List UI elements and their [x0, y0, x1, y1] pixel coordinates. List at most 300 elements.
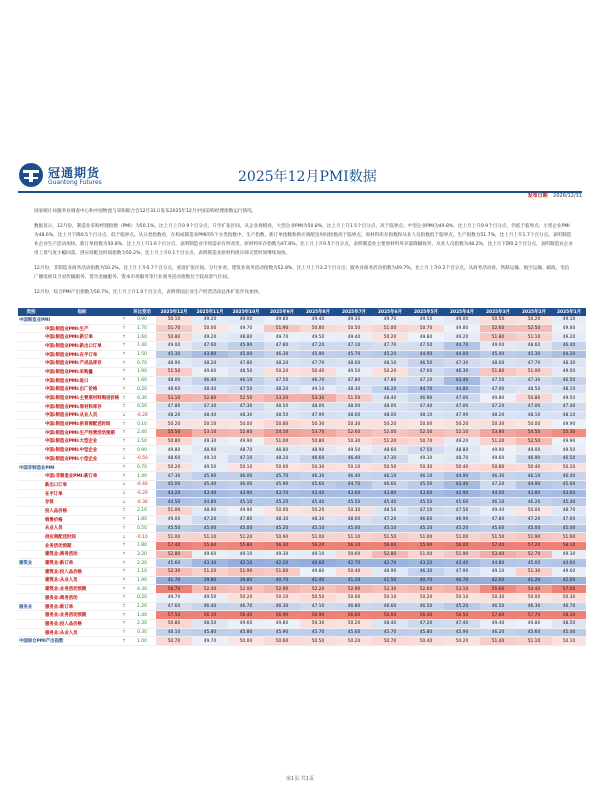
value-cell: 46.30 — [300, 472, 336, 481]
value-cell: 46.60 — [408, 515, 444, 524]
value-cell: 40.60 — [300, 559, 336, 568]
value-cell: 44.90 — [516, 481, 552, 490]
change-cell: 0.10 — [128, 420, 156, 429]
indicator-cell: 业务活动预期 — [44, 541, 120, 550]
value-cell: 51.10 — [192, 533, 228, 542]
value-cell: 45.50 — [336, 498, 372, 507]
value-cell: 44.50 — [156, 498, 192, 507]
direction-icon: ↑ — [120, 541, 128, 550]
header-divider — [18, 191, 582, 193]
value-cell: 49.50 — [552, 446, 586, 455]
indicator-cell: 中国:制造业PMI:出厂价格 — [44, 385, 120, 394]
value-cell: 49.10 — [192, 455, 228, 464]
indicator-cell: 服务业:从业人员 — [44, 628, 120, 637]
indicator-cell: 中国:制造业PMI:原材料库存 — [44, 402, 120, 411]
value-cell: 45.60 — [156, 559, 192, 568]
direction-icon: ↓ — [120, 481, 128, 490]
indicator-cell: 中国:制造业PMI:在手订单 — [44, 350, 120, 359]
table-row — [18, 611, 586, 620]
value-cell: 46.10 — [228, 376, 264, 385]
category-cell — [18, 628, 44, 637]
change-cell: 1.80 — [128, 515, 156, 524]
value-cell: 55.30 — [552, 428, 586, 437]
value-cell: 51.10 — [336, 533, 372, 542]
value-cell: 49.40 — [480, 507, 516, 516]
value-cell: 49.50 — [408, 316, 444, 324]
value-cell: 50.00 — [336, 594, 372, 603]
value-cell: 43.40 — [300, 489, 336, 498]
indicator-cell: 中国:非制造业PMI:新订单 — [44, 472, 120, 481]
value-cell: 43.20 — [156, 489, 192, 498]
value-cell: 49.20 — [192, 316, 228, 324]
value-cell: 46.40 — [552, 342, 586, 351]
value-cell: 56.10 — [336, 541, 372, 550]
value-cell: 50.30 — [300, 620, 336, 629]
value-cell: 49.80 — [264, 620, 300, 629]
value-cell: 50.70 — [408, 437, 444, 446]
value-cell: 45.10 — [228, 498, 264, 507]
value-cell: 49.10 — [300, 385, 336, 394]
value-cell: 46.30 — [264, 350, 300, 359]
direction-icon: ↑ — [120, 594, 128, 603]
change-cell: 1.20 — [128, 602, 156, 611]
indicator-cell: 中国:制造业PMI:新出口订单 — [44, 342, 120, 351]
indicator-cell: 销售价格 — [44, 515, 120, 524]
value-cell: 58.10 — [552, 541, 586, 550]
change-cell: 0.90 — [128, 446, 156, 455]
table-row — [18, 550, 586, 559]
value-cell: 42.20 — [264, 559, 300, 568]
direction-icon: ↑ — [120, 385, 128, 394]
direction-icon: ↑ — [120, 620, 128, 629]
value-cell: 50.40 — [516, 463, 552, 472]
change-cell: -0.30 — [128, 498, 156, 507]
value-cell: 47.60 — [552, 515, 586, 524]
value-cell: 49.40 — [300, 316, 336, 324]
value-cell: 49.00 — [156, 342, 192, 351]
table-row — [18, 368, 586, 377]
indicator-cell: 中国:制造业PMI:采购量 — [44, 368, 120, 377]
value-cell: 56.90 — [264, 611, 300, 620]
value-cell: 46.30 — [480, 472, 516, 481]
value-cell: 46.50 — [408, 359, 444, 368]
value-cell: 47.80 — [480, 515, 516, 524]
value-cell: 43.80 — [372, 489, 408, 498]
value-cell: 45.00 — [336, 524, 372, 533]
table-row — [18, 489, 586, 498]
value-cell: 50.50 — [300, 637, 336, 646]
value-cell: 53.70 — [300, 428, 336, 437]
value-cell: 43.40 — [192, 489, 228, 498]
value-cell: 47.70 — [516, 359, 552, 368]
change-cell: 0.30 — [128, 394, 156, 403]
value-cell: 49.20 — [192, 333, 228, 342]
intro-paragraph: 数据显示，12月份，制造业采购经理指数（PMI）为50.1%，比上月上升0.9个百分点，升至扩张区间。从企业规模看，大型企业PMI为50.8%，比上月上升1.5个百分点，高于临界点；中型企业PMI为49.8%，比上月上升0.9个百分点，仍低于临界点；小型企业PMI为48.6%，比上月下降0.5个百分点，低于临界点。从分类指数看，在构成制造业PMI的5个分类指数中，生产指数、新订单指数和供应商配送时间指数高于临界点，原材料库存指数和从业人员指数低于临界点。生产指数为51.7%，比上月上升1.7个百分点，表明制造业企业生产活动加快。新订单指数为50.8%，比上月上升1.6个百分点，表明制造业市场需求有所改善。原材料库存指数为47.8%，比上月上升0.5个百分点，表明制造业主要原材料库存量降幅收窄。从业人员指数为48.2%，比上月下降0.2个百分点，表明制造业企业用工景气度小幅回落。供应商配送时间指数为50.2%，比上月上升0.1个百分点，表明制造业原材料供应商交货时间继续加快。 — [34, 224, 573, 256]
value-cell: 48.40 — [372, 394, 408, 403]
value-cell: 50.30 — [300, 463, 336, 472]
value-cell: 50.30 — [480, 594, 516, 603]
value-cell: 49.60 — [228, 620, 264, 629]
value-cell: 48.10 — [552, 411, 586, 420]
value-cell: 51.50 — [372, 533, 408, 542]
table-row — [18, 541, 586, 550]
indicator-cell — [44, 463, 120, 472]
value-cell: 48.50 — [552, 620, 586, 629]
value-cell: 49.30 — [408, 455, 444, 464]
value-cell: 47.20 — [480, 481, 516, 490]
value-cell: 43.60 — [408, 489, 444, 498]
category-cell: 中国制造业PMI — [19, 317, 51, 323]
direction-icon: ↑ — [120, 515, 128, 524]
value-cell: 48.60 — [156, 455, 192, 464]
table-row — [18, 376, 586, 385]
change-cell: 0.70 — [128, 463, 156, 472]
value-cell: 47.00 — [444, 394, 480, 403]
value-cell: 49.30 — [552, 550, 586, 559]
category-cell — [18, 402, 44, 411]
value-cell: 52.60 — [480, 324, 516, 333]
direction-icon: ↑ — [120, 463, 128, 472]
table-row — [18, 585, 586, 594]
indicator-cell: 建筑业:业务活动预期 — [44, 585, 120, 594]
value-cell: 56.40 — [228, 611, 264, 620]
value-cell: 46.90 — [408, 394, 444, 403]
value-cell: 49.80 — [480, 394, 516, 403]
value-cell: 46.30 — [516, 602, 552, 611]
value-cell: 46.70 — [300, 376, 336, 385]
value-cell: 45.40 — [552, 628, 586, 637]
value-cell: 52.60 — [336, 428, 372, 437]
category-cell — [18, 507, 44, 516]
category-cell — [18, 394, 44, 403]
value-cell: 45.40 — [192, 481, 228, 490]
indicator-cell: 从业人员 — [44, 524, 120, 533]
value-cell: 48.40 — [372, 620, 408, 629]
value-cell: 57.40 — [156, 541, 192, 550]
value-cell: 45.00 — [552, 524, 586, 533]
value-cell: 47.20 — [516, 515, 552, 524]
value-cell: 49.70 — [192, 637, 228, 646]
value-cell: 44.00 — [444, 350, 480, 359]
value-cell: 49.00 — [228, 316, 264, 324]
value-cell: 46.10 — [372, 472, 408, 481]
category-cell — [18, 498, 44, 507]
table-row — [18, 533, 586, 542]
value-cell: 45.60 — [300, 481, 336, 490]
value-cell: 44.00 — [480, 489, 516, 498]
value-cell: 40.70 — [408, 576, 444, 585]
table-row — [18, 463, 586, 472]
value-cell: 43.60 — [552, 489, 586, 498]
value-cell: 45.50 — [156, 524, 192, 533]
value-cell: 50.10 — [192, 420, 228, 429]
value-cell: 50.10 — [264, 594, 300, 603]
table-row — [18, 498, 586, 507]
value-cell: 50.50 — [372, 463, 408, 472]
value-cell: 45.20 — [444, 602, 480, 611]
value-cell: 48.50 — [372, 507, 408, 516]
value-cell: 45.50 — [408, 498, 444, 507]
value-cell: 50.10 — [552, 637, 586, 646]
column-header — [120, 308, 128, 316]
value-cell: 50.10 — [336, 463, 372, 472]
change-cell: -0.50 — [128, 455, 156, 464]
direction-icon: ↑ — [120, 602, 128, 611]
value-cell: 46.10 — [156, 628, 192, 637]
column-header: 2025年5月 — [408, 308, 444, 316]
indicator-cell: 建筑业:投入品价格 — [44, 567, 120, 576]
value-cell: 46.60 — [300, 455, 336, 464]
value-cell: 53.10 — [444, 585, 480, 594]
value-cell: 44.20 — [552, 350, 586, 359]
value-cell: 50.00 — [516, 420, 552, 429]
table-row — [18, 394, 586, 403]
indicator-cell: 存货 — [44, 498, 120, 507]
indicator-cell: 服务业:商务活动 — [44, 594, 120, 603]
value-cell: 43.30 — [192, 559, 228, 568]
value-cell: 47.90 — [444, 567, 480, 576]
value-cell: 41.10 — [336, 576, 372, 585]
value-cell: 51.90 — [264, 324, 300, 333]
value-cell: 48.50 — [264, 411, 300, 420]
value-cell: 48.70 — [228, 446, 264, 455]
value-cell: 44.70 — [336, 481, 372, 490]
column-header: 2025年7月 — [336, 308, 372, 316]
change-cell: 1.40 — [128, 342, 156, 351]
value-cell: 49.00 — [444, 316, 480, 324]
value-cell: 49.50 — [552, 394, 586, 403]
category-cell — [18, 481, 44, 490]
value-cell: 48.40 — [192, 385, 228, 394]
table-row — [18, 324, 586, 333]
value-cell: 46.00 — [228, 472, 264, 481]
value-cell: 53.20 — [264, 394, 300, 403]
value-cell: 44.90 — [444, 472, 480, 481]
value-cell: 50.00 — [228, 420, 264, 429]
value-cell: 47.10 — [228, 455, 264, 464]
value-cell: 54.10 — [264, 428, 300, 437]
value-cell: 50.80 — [156, 437, 192, 446]
value-cell: 45.00 — [192, 524, 228, 533]
value-cell: 45.20 — [444, 524, 480, 533]
value-cell: 42.10 — [228, 559, 264, 568]
value-cell: 50.20 — [264, 368, 300, 377]
indicator-cell: 建筑业:商务活动 — [44, 550, 120, 559]
change-cell: 1.60 — [128, 376, 156, 385]
table-row — [18, 437, 586, 446]
value-cell: 45.60 — [516, 628, 552, 637]
value-cell: 50.20 — [444, 637, 480, 646]
direction-icon: ↑ — [120, 576, 128, 585]
value-cell: 46.60 — [372, 602, 408, 611]
value-cell: 57.60 — [480, 611, 516, 620]
value-cell: 50.80 — [516, 394, 552, 403]
category-cell — [18, 585, 44, 594]
value-cell: 48.00 — [156, 376, 192, 385]
value-cell: 50.80 — [156, 333, 192, 342]
value-cell: 50.30 — [336, 437, 372, 446]
value-cell: 50.20 — [336, 620, 372, 629]
direction-icon: ↑ — [120, 550, 128, 559]
change-cell: 1.50 — [128, 437, 156, 446]
value-cell: 49.50 — [300, 333, 336, 342]
value-cell: 42.90 — [444, 489, 480, 498]
direction-icon: ↑ — [120, 472, 128, 481]
change-cell: 2.30 — [128, 559, 156, 568]
value-cell: 56.30 — [264, 541, 300, 550]
value-cell: 47.30 — [444, 359, 480, 368]
value-cell: 51.00 — [444, 533, 480, 542]
indicator-cell: 中国:制造业PMI:中型企业 — [44, 446, 120, 455]
change-cell: 0.90 — [128, 316, 156, 324]
report-header — [18, 160, 582, 199]
category-cell — [18, 428, 44, 437]
value-cell: 43.80 — [192, 350, 228, 359]
value-cell: 48.00 — [480, 359, 516, 368]
value-cell: 47.50 — [228, 385, 264, 394]
indicator-cell: 建筑业:新订单 — [44, 559, 120, 568]
change-cell: 1.90 — [128, 576, 156, 585]
value-cell: 50.30 — [336, 420, 372, 429]
value-cell: 52.90 — [336, 585, 372, 594]
value-cell: 48.60 — [516, 342, 552, 351]
category-cell — [18, 472, 44, 481]
value-cell: 52.10 — [444, 428, 480, 437]
change-cell: 0.30 — [128, 628, 156, 637]
value-cell: 48.90 — [372, 567, 408, 576]
value-cell: 51.20 — [192, 567, 228, 576]
category-cell — [18, 333, 44, 342]
change-cell: 2.30 — [128, 620, 156, 629]
page-footer: 第1页 共1页 — [286, 776, 314, 782]
value-cell: 44.90 — [408, 350, 444, 359]
value-cell: 45.70 — [264, 472, 300, 481]
indicator-cell: 中国:制造业PMI:生产 — [44, 324, 120, 333]
value-cell: 51.60 — [552, 533, 586, 542]
value-cell: 46.30 — [264, 602, 300, 611]
value-cell: 51.10 — [516, 333, 552, 342]
value-cell: 45.10 — [372, 524, 408, 533]
direction-icon: ↑ — [120, 507, 128, 516]
value-cell: 49.60 — [192, 550, 228, 559]
category-cell — [18, 455, 44, 464]
value-cell: 49.40 — [480, 620, 516, 629]
value-cell: 51.50 — [336, 394, 372, 403]
value-cell: 51.00 — [516, 368, 552, 377]
value-cell: 46.10 — [516, 472, 552, 481]
value-cell: 51.30 — [516, 567, 552, 576]
publish-date — [528, 192, 582, 199]
table-row — [18, 411, 586, 420]
value-cell: 44.80 — [192, 498, 228, 507]
table-row — [18, 628, 586, 637]
change-cell: 0.20 — [128, 385, 156, 394]
value-cell: 46.40 — [552, 472, 586, 481]
value-cell: 52.30 — [372, 585, 408, 594]
column-header: 2025年4月 — [444, 308, 480, 316]
value-cell: 50.80 — [156, 620, 192, 629]
value-cell: 51.00 — [408, 533, 444, 542]
value-cell: 48.30 — [300, 515, 336, 524]
value-cell: 44.80 — [444, 385, 480, 394]
value-cell: 50.80 — [480, 463, 516, 472]
value-cell: 50.40 — [444, 463, 480, 472]
value-cell: 51.90 — [228, 567, 264, 576]
value-cell: 49.80 — [408, 333, 444, 342]
category-cell — [18, 620, 44, 629]
table-row — [18, 620, 586, 629]
direction-icon: ↑ — [120, 368, 128, 377]
value-cell: 56.70 — [156, 585, 192, 594]
value-cell: 48.10 — [552, 385, 586, 394]
category-cell — [18, 446, 44, 455]
value-cell: 48.10 — [408, 411, 444, 420]
table-row — [18, 524, 586, 533]
value-cell: 49.20 — [444, 437, 480, 446]
value-cell: 47.00 — [444, 402, 480, 411]
value-cell: 48.60 — [156, 385, 192, 394]
value-cell: 54.40 — [516, 585, 552, 594]
value-cell: 45.60 — [444, 498, 480, 507]
value-cell: 48.90 — [192, 507, 228, 516]
value-cell: 45.70 — [300, 628, 336, 637]
value-cell: 50.70 — [408, 324, 444, 333]
value-cell: 47.00 — [516, 402, 552, 411]
column-header: 2025年3月 — [480, 308, 516, 316]
value-cell: 51.00 — [408, 550, 444, 559]
value-cell: 45.30 — [516, 350, 552, 359]
value-cell: 47.30 — [156, 472, 192, 481]
value-cell: 43.80 — [516, 489, 552, 498]
value-cell: 51.00 — [156, 507, 192, 516]
value-cell: 45.40 — [300, 498, 336, 507]
value-cell: 49.50 — [192, 594, 228, 603]
category-cell — [18, 368, 44, 377]
value-cell: 43.40 — [444, 376, 480, 385]
value-cell: 41.70 — [156, 576, 192, 585]
value-cell: 49.20 — [444, 333, 480, 342]
change-cell: 1.60 — [128, 333, 156, 342]
value-cell: 46.30 — [408, 567, 444, 576]
indicator-cell: 在手订单 — [44, 489, 120, 498]
value-cell: 45.40 — [552, 498, 586, 507]
value-cell: 49.60 — [480, 455, 516, 464]
value-cell: 44.70 — [444, 342, 480, 351]
category-cell — [18, 541, 44, 550]
page-title: 2025年12月PMI数据 — [238, 169, 377, 185]
value-cell: 45.00 — [228, 350, 264, 359]
direction-icon: ↑ — [120, 628, 128, 637]
value-cell: 50.90 — [264, 533, 300, 542]
value-cell: 49.60 — [552, 567, 586, 576]
value-cell: 52.50 — [228, 394, 264, 403]
value-cell: 49.30 — [192, 437, 228, 446]
category-cell — [18, 489, 44, 498]
value-cell: 50.60 — [264, 637, 300, 646]
value-cell: 47.90 — [444, 411, 480, 420]
category-cell — [18, 359, 44, 368]
table-row — [18, 333, 586, 342]
logo-icon — [18, 162, 44, 188]
direction-icon: ↑ — [120, 446, 128, 455]
value-cell: 51.00 — [156, 533, 192, 542]
value-cell: 47.20 — [192, 515, 228, 524]
value-cell: 45.90 — [444, 628, 480, 637]
table-row — [18, 637, 586, 646]
category-cell — [18, 342, 44, 351]
direction-icon: ↑ — [120, 585, 128, 594]
column-header: 类别 — [18, 308, 44, 316]
